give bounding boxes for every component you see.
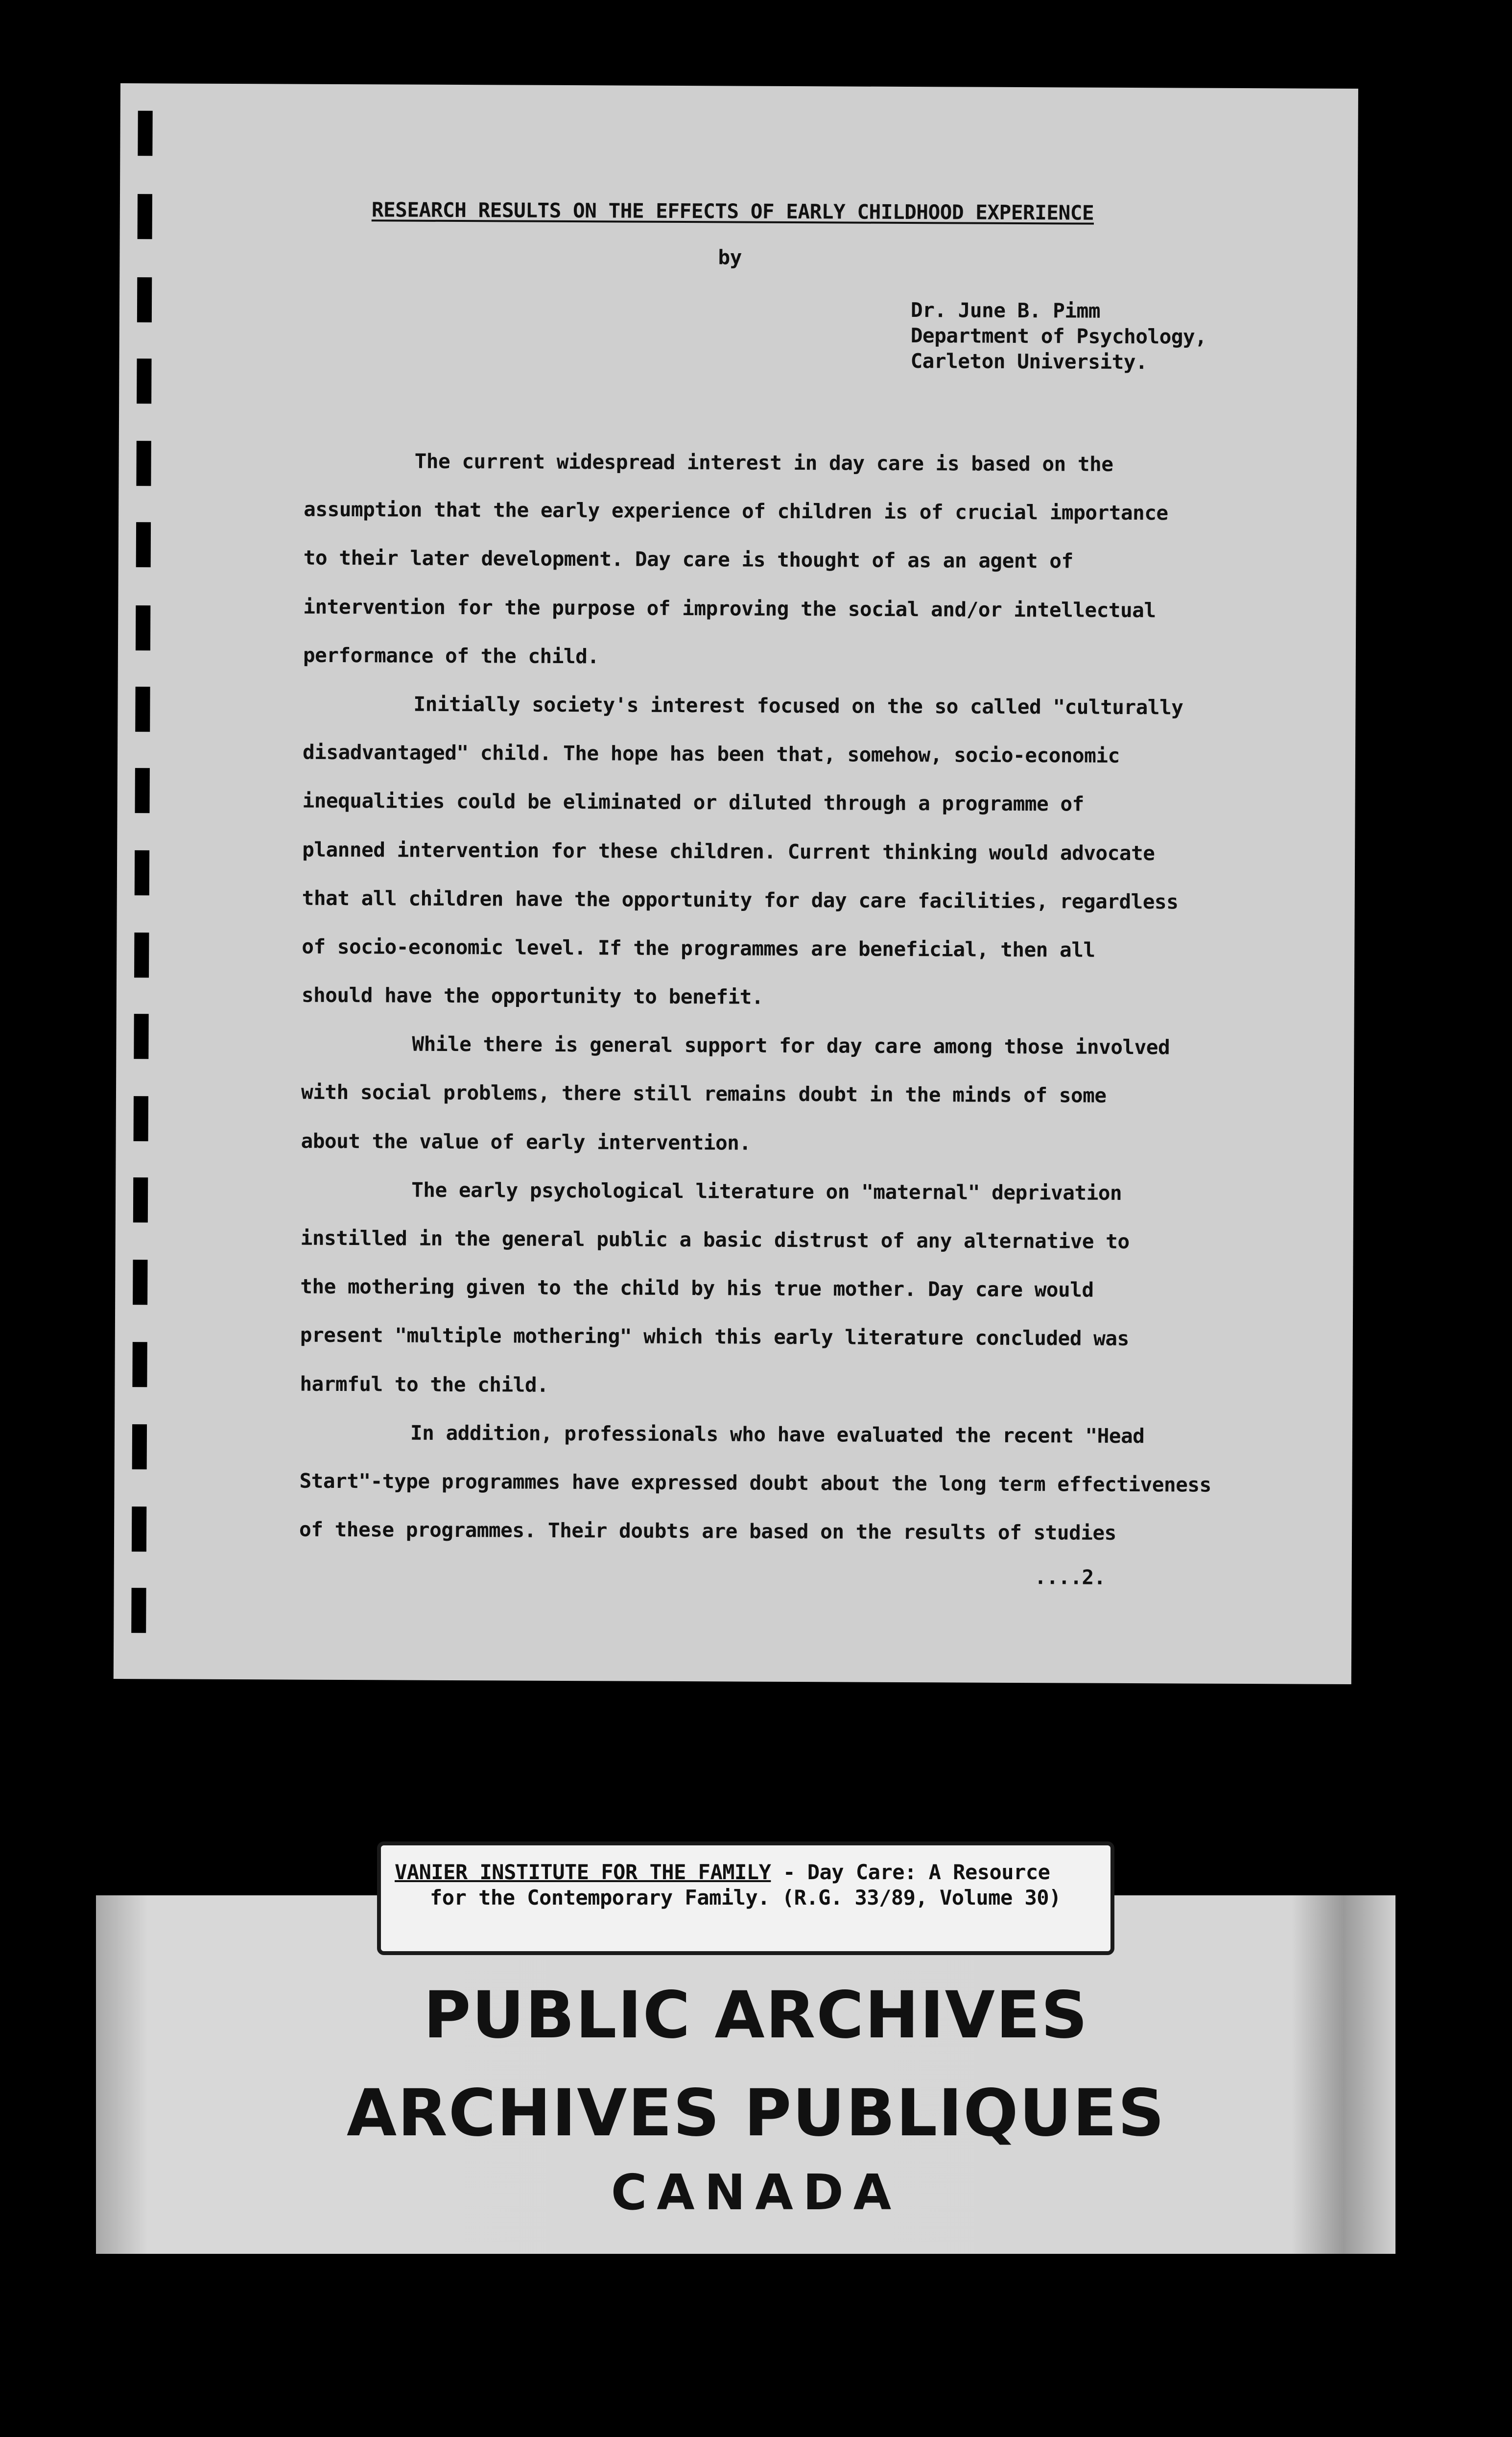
- body-line: of these programmes. Their doubts are based on the results of studies: [299, 1517, 1116, 1545]
- document-title: RESEARCH RESULTS ON THE EFFECTS OF EARLY CHILDHOOD EXPERIENCE: [371, 198, 1094, 225]
- byline: by: [718, 245, 742, 269]
- body-line: instilled in the general public a basic distrust of any alternative to: [300, 1226, 1130, 1254]
- document-page: [114, 83, 1358, 1684]
- archives-stamp-country: CANADA: [611, 2164, 901, 2221]
- archives-stamp-french: ARCHIVES PUBLIQUES: [346, 2076, 1165, 2151]
- author-name: Dr. June B. Pimm: [910, 298, 1101, 323]
- binding-hole: [134, 932, 149, 978]
- body-line: assumption that the early experience of children is of crucial importance: [304, 497, 1168, 525]
- binding-hole: [132, 1424, 147, 1469]
- author-block: [910, 297, 1206, 375]
- body-line: about the value of early intervention.: [301, 1129, 751, 1155]
- binding-hole: [134, 1014, 148, 1059]
- binding-hole: [133, 1260, 147, 1305]
- binding-hole: [133, 1177, 148, 1222]
- body-line: harmful to the child.: [300, 1372, 549, 1397]
- body-line: that all children have the opportunity for day care facilities, regardless: [302, 886, 1179, 914]
- body-line: Start"-type programmes have expressed doubt about the long term effectiveness: [299, 1469, 1211, 1497]
- body-line: with social problems, there still remains doubt in the minds of some: [301, 1080, 1107, 1108]
- body-line: While there is general support for day care among those involved: [412, 1032, 1170, 1059]
- body-line: of socio-economic level. If the programmes are beneficial, then all: [302, 934, 1095, 962]
- binding-hole: [136, 522, 151, 567]
- body-line: to their later development. Day care is thought of as an agent of: [303, 546, 1073, 573]
- author-department: Department of Psychology,: [910, 324, 1207, 349]
- body-line: Initially society's interest focused on the so called "culturally: [413, 692, 1183, 719]
- body-line: In addition, professionals who have evaluated the recent "Head: [410, 1421, 1145, 1448]
- binding-hole: [136, 441, 151, 486]
- body-line: The early psychological literature on "maternal" deprivation: [411, 1178, 1122, 1205]
- binding-hole: [137, 277, 152, 322]
- body-text: [299, 437, 1357, 1559]
- author-university: Carleton University.: [910, 349, 1148, 374]
- collection-title-part: - Day Care: A Resource: [771, 1860, 1050, 1884]
- body-line: inequalities could be eliminated or diluted through a programme of: [302, 788, 1084, 816]
- binding-hole: [135, 768, 149, 813]
- body-line: planned intervention for these children. Current thinking would advocate: [302, 837, 1155, 865]
- binding-hole: [135, 687, 150, 732]
- binding-hole: [138, 111, 152, 156]
- collection-tag: [377, 1841, 1114, 1955]
- binding-hole: [135, 850, 149, 895]
- archives-stamp-english: PUBLIC ARCHIVES: [423, 1978, 1089, 2053]
- binding-hole: [136, 605, 150, 650]
- binding-hole: [131, 1588, 146, 1633]
- page-continuation-marker: ....2.: [1034, 1565, 1106, 1589]
- binding-hole: [137, 358, 151, 404]
- binding-hole: [134, 1096, 148, 1141]
- collection-tag-line-1: [395, 1860, 1050, 1884]
- collection-tag-line-2: for the Contemporary Family. (R.G. 33/89, Volume 30): [430, 1886, 1061, 1910]
- collection-name: VANIER INSTITUTE FOR THE FAMILY: [395, 1860, 771, 1884]
- body-line: should have the opportunity to benefit.: [301, 983, 764, 1009]
- body-line: present "multiple mothering" which this early literature concluded was: [300, 1323, 1129, 1351]
- body-line: The current widespread interest in day care is based on the: [414, 449, 1113, 476]
- binding-hole: [132, 1342, 147, 1387]
- binding-hole: [132, 1506, 146, 1552]
- body-line: the mothering given to the child by his true mother. Day care would: [300, 1274, 1094, 1302]
- body-line: disadvantaged" child. The hope has been that, somehow, socio-economic: [302, 740, 1120, 768]
- body-line: performance of the child.: [303, 643, 599, 669]
- body-line: intervention for the purpose of improving the social and/or intellectual: [303, 595, 1156, 622]
- binding-hole: [138, 194, 152, 239]
